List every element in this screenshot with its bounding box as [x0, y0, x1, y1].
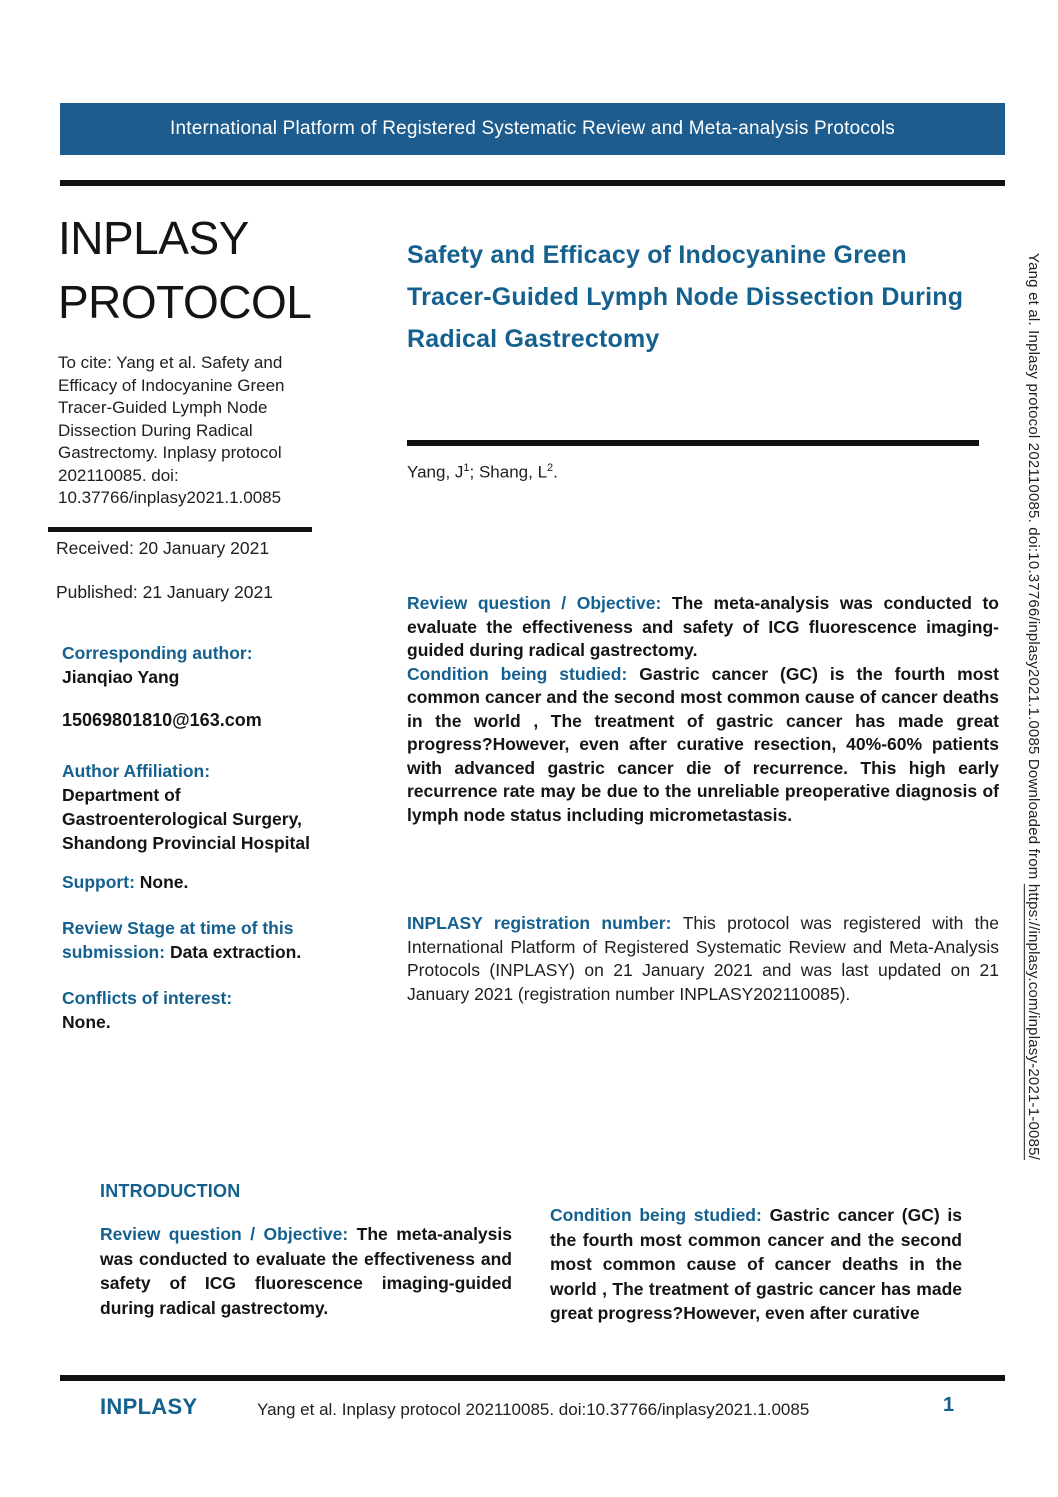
sidebar-download-link[interactable]: https://inplasy.com/inplasy-2021-1-0085/: [1025, 883, 1042, 1161]
condition-label: Condition being studied:: [407, 663, 640, 684]
review-objective-text: The meta-analysis was conducted to evaluate the effectiveness and safety of ICG fluorescence imaging-guided during radical gastrectomy.: [407, 593, 999, 660]
left-column-divider: [48, 527, 312, 532]
author-2: ; Shang, L: [469, 462, 548, 482]
vertical-citation-sidebar: [1016, 253, 1042, 1485]
registration-text: This protocol was registered with the International Platform of Registered Systematic Review and Meta-Analysis Protocols (INPLASY) on 21 January 2021 and was last updated on 21 January 2021 (registration number INPLASY202110085).: [407, 913, 999, 1004]
page-number: 1: [943, 1394, 955, 1416]
review-stage-block: [62, 916, 338, 964]
authors-line: [407, 462, 558, 483]
footer-citation: Yang et al. Inplasy protocol 202110085. doi:10.37766/inplasy2021.1.0085: [257, 1400, 810, 1419]
corresponding-author-email: 15069801810@163.com: [62, 710, 262, 730]
platform-banner: [60, 103, 1005, 155]
support-block: [62, 872, 188, 893]
author-affiliation-block: [62, 759, 336, 855]
footer-logo: INPLASY: [100, 1394, 198, 1419]
introduction-col2-label: Condition being studied:: [550, 1205, 770, 1225]
registration-label: INPLASY registration number:: [407, 913, 683, 933]
conflicts-block: [62, 986, 232, 1034]
condition-paragraph: [407, 663, 999, 828]
article-title: Safety and Efficacy of Indocyanine Green Tracer-Guided Lymph Node Dissection During Radical Gastrectomy: [407, 241, 964, 353]
author-1-superscript: 1: [463, 462, 470, 474]
published-date: Published: 21 January 2021: [56, 582, 273, 602]
condition-text: Gastric cancer (GC) is the fourth most common cancer and the second most common cause of cancer deaths in the world , The treatment of gastric cancer has made great progress?However, even after curative resection, 40%-60% patients with advanced gastric cancer die of recurrence. This high early recurrence rate may be due to the unreliable preoperative diagnosis of lymph node status including micrometastasis.: [407, 663, 999, 825]
conflicts-value: None.: [62, 1012, 111, 1032]
title-divider: [407, 440, 979, 446]
authors-period: .: [553, 462, 558, 482]
support-label: Support:: [62, 872, 140, 892]
masthead-line2: PROTOCOL: [58, 276, 312, 328]
footer-divider: [60, 1375, 1005, 1381]
platform-banner-text: International Platform of Registered Systematic Review and Meta-analysis Protocols: [170, 118, 895, 139]
author-affiliation-label: Author Affiliation:: [62, 761, 211, 781]
abstract-block: [407, 592, 999, 827]
author-2-superscript: 2: [547, 462, 554, 474]
introduction-column-2: [550, 1203, 962, 1326]
review-objective-label: Review question / Objective:: [407, 593, 672, 613]
top-divider: [60, 180, 1005, 186]
corresponding-author-name: Jianqiao Yang: [62, 667, 180, 687]
review-stage-value: Data extraction.: [169, 942, 302, 962]
author-affiliation-value: Department of Gastroenterological Surgery, Shandong Provincial Hospital: [62, 785, 310, 853]
review-stage-label: Review Stage at time of this submission:: [62, 918, 294, 962]
citation-note: To cite: Yang et al. Safety and Efficacy of Indocyanine Green Tracer-Guided Lymph Node Dissection During Radical Gastrectomy. Inplasy protocol 202110085. doi: 10.37766/inplasy2021.1.0085: [58, 353, 285, 507]
conflicts-label: Conflicts of interest:: [62, 988, 233, 1008]
received-date: Received: 20 January 2021: [56, 538, 270, 558]
introduction-col1-text: The meta-analysis was conducted to evaluate the effectiveness and safety of ICG fluorescence imaging-guided during radical gastrectomy.: [100, 1224, 512, 1318]
corresponding-author-label: Corresponding author:: [62, 643, 253, 663]
masthead-line1: INPLASY: [58, 212, 249, 264]
introduction-column-1: [100, 1222, 512, 1320]
introduction-heading: INTRODUCTION: [100, 1181, 241, 1201]
introduction-col1-label: Review question / Objective:: [100, 1224, 357, 1244]
registration-paragraph: [407, 912, 999, 1006]
masthead: [58, 206, 311, 334]
corresponding-author-block: [62, 641, 253, 689]
support-value: None.: [139, 872, 189, 892]
sidebar-citation-text: Yang et al. Inplasy protocol 202110085. doi:10.37766/inplasy2021.1.0085 Downloaded from: [1025, 253, 1042, 884]
introduction-col2-text: Gastric cancer (GC) is the fourth most common cancer and the second most common cause of cancer deaths in the world , The treatment of gastric cancer has made great progress?However, even after curative: [550, 1205, 962, 1323]
review-objective-paragraph: [407, 592, 999, 663]
author-1: Yang, J: [407, 462, 464, 482]
